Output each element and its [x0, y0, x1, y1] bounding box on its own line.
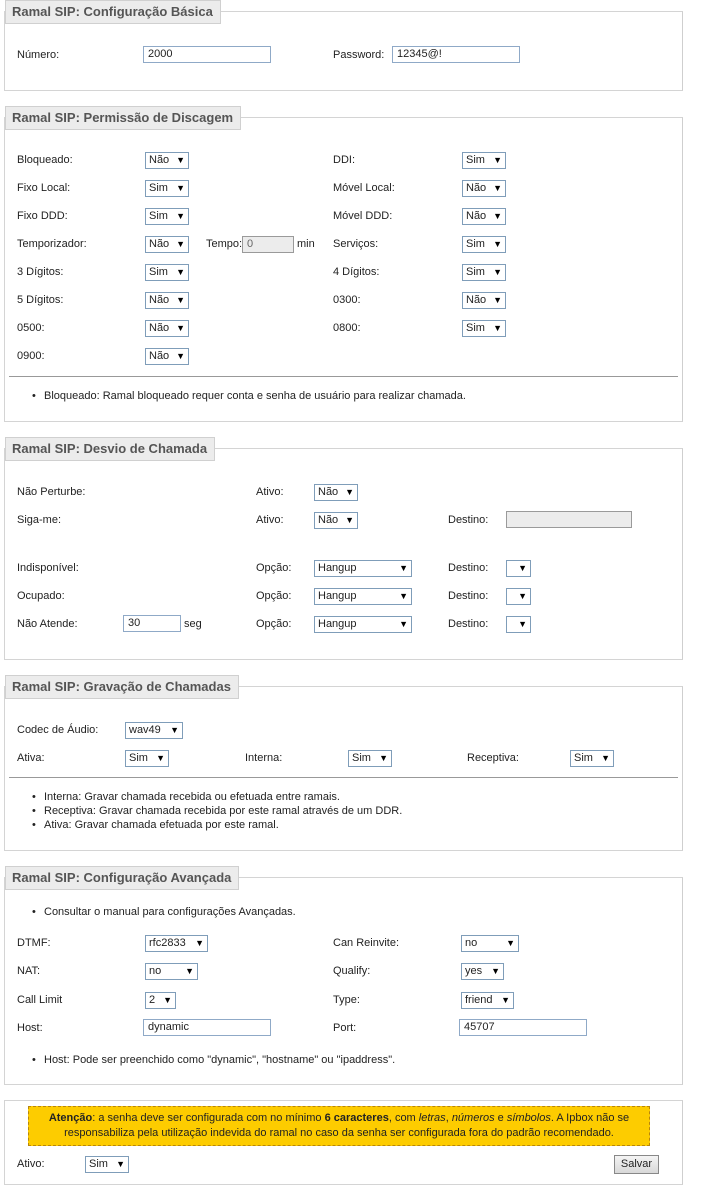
password-label: Password: [333, 49, 385, 61]
dropdown-arrow-icon: ▼ [493, 155, 502, 165]
divider [9, 777, 678, 778]
perm-label-0500: 0500: [17, 322, 45, 334]
nao-atende-opcao-select[interactable]: Hangup ▼ [314, 616, 412, 633]
interna-select[interactable]: Sim ▼ [348, 750, 392, 767]
dropdown-arrow-icon: ▼ [170, 725, 179, 735]
section-title-permissao: Ramal SIP: Permissão de Discagem [5, 106, 241, 130]
dropdown-arrow-icon: ▼ [176, 239, 185, 249]
codec-select[interactable]: wav49 ▼ [125, 722, 183, 739]
dropdown-arrow-icon: ▼ [176, 323, 185, 333]
dropdown-arrow-icon: ▼ [399, 563, 408, 573]
numero-label: Número: [17, 49, 60, 61]
dropdown-arrow-icon: ▼ [176, 155, 185, 165]
siga-me-destino-input[interactable] [506, 511, 632, 528]
note-avancada: • Consultar o manual para configurações Avançadas. [44, 905, 296, 919]
dropdown-arrow-icon: ▼ [518, 591, 527, 601]
dropdown-arrow-icon: ▼ [493, 239, 502, 249]
dropdown-arrow-icon: ▼ [176, 211, 185, 221]
dropdown-arrow-icon: ▼ [518, 619, 527, 629]
dropdown-arrow-icon: ▼ [399, 619, 408, 629]
perm-label-temporizador: Temporizador: [17, 238, 87, 250]
perm-label-fixo-ddd: Fixo DDD: [17, 210, 68, 222]
receptiva-select[interactable]: Sim ▼ [570, 750, 614, 767]
dropdown-arrow-icon: ▼ [493, 323, 502, 333]
note-interna: • Interna: Gravar chamada recebida ou efetuada entre ramais. [44, 790, 340, 804]
ocupado-destino-select[interactable] [506, 588, 531, 605]
port-input[interactable]: 45707 [459, 1019, 587, 1036]
indisponivel-destino-label: Destino: [448, 562, 489, 574]
nao-atende-input[interactable]: 30 [123, 615, 181, 632]
footer-ativo-select[interactable]: Sim ▼ [85, 1156, 129, 1173]
dropdown-arrow-icon: ▼ [501, 995, 510, 1005]
dropdown-arrow-icon: ▼ [518, 563, 527, 573]
perm-label-4-digitos: 4 Dígitos: [333, 266, 380, 278]
perm-select-movel-local[interactable]: Não ▼ [462, 180, 506, 197]
tempo-label: Tempo: [206, 238, 243, 250]
dtmf-select[interactable]: rfc2833 ▼ [145, 935, 208, 952]
dropdown-arrow-icon: ▼ [601, 753, 610, 763]
type-label: Type: [333, 994, 360, 1006]
nat-label: NAT: [17, 965, 41, 977]
ocupado-label: Ocupado: [17, 590, 65, 602]
nao-perturbe-label: Não Perturbe: [17, 486, 86, 498]
can-reinvite-select[interactable]: no ▼ [461, 935, 519, 952]
perm-select-0800[interactable]: Sim ▼ [462, 320, 506, 337]
ativa-select[interactable]: Sim ▼ [125, 750, 169, 767]
password-warning: Atenção: a senha deve ser configurada com no mínimo 6 caracteres, com letras, números e símbolos. A Ipbox não se responsabiliza pela utilização indevida do ramal no caso da senha ser configurada fora do padrão recomendado. [28, 1106, 650, 1146]
siga-me-destino-label: Destino: [448, 514, 489, 526]
type-select[interactable]: friend ▼ [461, 992, 514, 1009]
perm-label-5-digitos: 5 Dígitos: [17, 294, 64, 306]
ocupado-opcao-select[interactable]: Hangup ▼ [314, 588, 412, 605]
ativa-label: Ativa: [17, 752, 45, 764]
receptiva-label: Receptiva: [467, 752, 519, 764]
footer-ativo-label: Ativo: [17, 1158, 45, 1170]
dropdown-arrow-icon: ▼ [491, 966, 500, 976]
perm-select-bloqueado[interactable]: Não ▼ [145, 152, 189, 169]
ocupado-destino-label: Destino: [448, 590, 489, 602]
dropdown-arrow-icon: ▼ [116, 1159, 125, 1169]
nao-atende-destino-select[interactable] [506, 616, 531, 633]
save-button[interactable]: Salvar [614, 1155, 659, 1174]
call-limit-label: Call Limit [17, 994, 63, 1006]
dropdown-arrow-icon: ▼ [399, 591, 408, 601]
dropdown-arrow-icon: ▼ [379, 753, 388, 763]
dropdown-arrow-icon: ▼ [345, 515, 354, 525]
codec-label: Codec de Áudio: [17, 724, 99, 736]
perm-select-fixo-ddd[interactable]: Sim ▼ [145, 208, 189, 225]
perm-select-temporizador[interactable]: Não ▼ [145, 236, 189, 253]
siga-me-label: Siga-me: [17, 514, 62, 526]
interna-label: Interna: [245, 752, 283, 764]
perm-select-movel-ddd[interactable]: Não ▼ [462, 208, 506, 225]
perm-label-3-digitos: 3 Dígitos: [17, 266, 64, 278]
perm-label-0900: 0900: [17, 350, 45, 362]
nao-atende-label: Não Atende: [17, 618, 78, 630]
nao-perturbe-ativo-select[interactable]: Não ▼ [314, 484, 358, 501]
dropdown-arrow-icon: ▼ [176, 351, 185, 361]
opcao-label-3: Opção: [256, 618, 292, 630]
port-label: Port: [333, 1022, 357, 1034]
note-bloqueado: • Bloqueado: Ramal bloqueado requer conta e senha de usuário para realizar chamada. [44, 389, 466, 403]
perm-select-ddi[interactable]: Sim ▼ [462, 152, 506, 169]
perm-label-0800: 0800: [333, 322, 361, 334]
perm-label-fixo-local: Fixo Local: [17, 182, 71, 194]
password-input[interactable]: 12345@! [392, 46, 520, 63]
perm-select-0900[interactable]: Não ▼ [145, 348, 189, 365]
section-title-avancada: Ramal SIP: Configuração Avançada [5, 866, 239, 890]
opcao-label-2: Opção: [256, 590, 292, 602]
perm-select-fixo-local[interactable]: Sim ▼ [145, 180, 189, 197]
host-input[interactable]: dynamic [143, 1019, 271, 1036]
dropdown-arrow-icon: ▼ [176, 267, 185, 277]
note-ativa: • Ativa: Gravar chamada efetuada por este ramal. [44, 818, 279, 832]
dropdown-arrow-icon: ▼ [176, 295, 185, 305]
opcao-label-1: Opção: [256, 562, 292, 574]
perm-label-0300: 0300: [333, 294, 361, 306]
section-title-basic: Ramal SIP: Configuração Básica [5, 0, 221, 24]
call-limit-select[interactable]: 2 ▼ [145, 992, 176, 1009]
indisponivel-destino-select[interactable] [506, 560, 531, 577]
qualify-label: Qualify: [333, 965, 371, 977]
perm-select-0500[interactable]: Não ▼ [145, 320, 189, 337]
siga-me-ativo-select[interactable]: Não ▼ [314, 512, 358, 529]
dropdown-arrow-icon: ▼ [185, 966, 194, 976]
dropdown-arrow-icon: ▼ [195, 938, 204, 948]
dtmf-label: DTMF: [17, 937, 51, 949]
perm-label-ddi: DDI: [333, 154, 355, 166]
can-reinvite-label: Can Reinvite: [333, 937, 400, 949]
note-host: • Host: Pode ser preenchido como "dynamic", "hostname" ou "ipaddress". [44, 1053, 395, 1067]
ativo-label-1: Ativo: [256, 486, 284, 498]
section-title-gravacao: Ramal SIP: Gravação de Chamadas [5, 675, 239, 699]
dropdown-arrow-icon: ▼ [493, 267, 502, 277]
perm-select-0300[interactable]: Não ▼ [462, 292, 506, 309]
indisponivel-opcao-select[interactable]: Hangup ▼ [314, 560, 412, 577]
qualify-select[interactable]: yes ▼ [461, 963, 504, 980]
divider [9, 376, 678, 377]
perm-label-movel-local: Móvel Local: [333, 182, 395, 194]
host-label: Host: [17, 1022, 43, 1034]
tempo-input[interactable]: 0 [242, 236, 294, 253]
numero-input[interactable]: 2000 [143, 46, 271, 63]
nao-atende-destino-label: Destino: [448, 618, 489, 630]
perm-label-bloqueado: Bloqueado: [17, 154, 73, 166]
dropdown-arrow-icon: ▼ [176, 183, 185, 193]
ativo-label-2: Ativo: [256, 514, 284, 526]
dropdown-arrow-icon: ▼ [345, 487, 354, 497]
perm-select-3-digitos[interactable]: Sim ▼ [145, 264, 189, 281]
indisponivel-label: Indisponível: [17, 562, 79, 574]
dropdown-arrow-icon: ▼ [493, 295, 502, 305]
dropdown-arrow-icon: ▼ [163, 995, 172, 1005]
tempo-unit: min [297, 238, 315, 250]
dropdown-arrow-icon: ▼ [493, 183, 502, 193]
dropdown-arrow-icon: ▼ [506, 938, 515, 948]
seg-label: seg [184, 618, 202, 630]
dropdown-arrow-icon: ▼ [493, 211, 502, 221]
nat-select[interactable]: no ▼ [145, 963, 198, 980]
perm-select-5-digitos[interactable]: Não ▼ [145, 292, 189, 309]
perm-label-movel-ddd: Móvel DDD: [333, 210, 393, 222]
dropdown-arrow-icon: ▼ [156, 753, 165, 763]
perm-select-4-digitos[interactable]: Sim ▼ [462, 264, 506, 281]
perm-select-servicos[interactable]: Sim ▼ [462, 236, 506, 253]
perm-label-servicos: Serviços: [333, 238, 379, 250]
section-title-desvio: Ramal SIP: Desvio de Chamada [5, 437, 215, 461]
note-receptiva: • Receptiva: Gravar chamada recebida por este ramal através de um DDR. [44, 804, 402, 818]
